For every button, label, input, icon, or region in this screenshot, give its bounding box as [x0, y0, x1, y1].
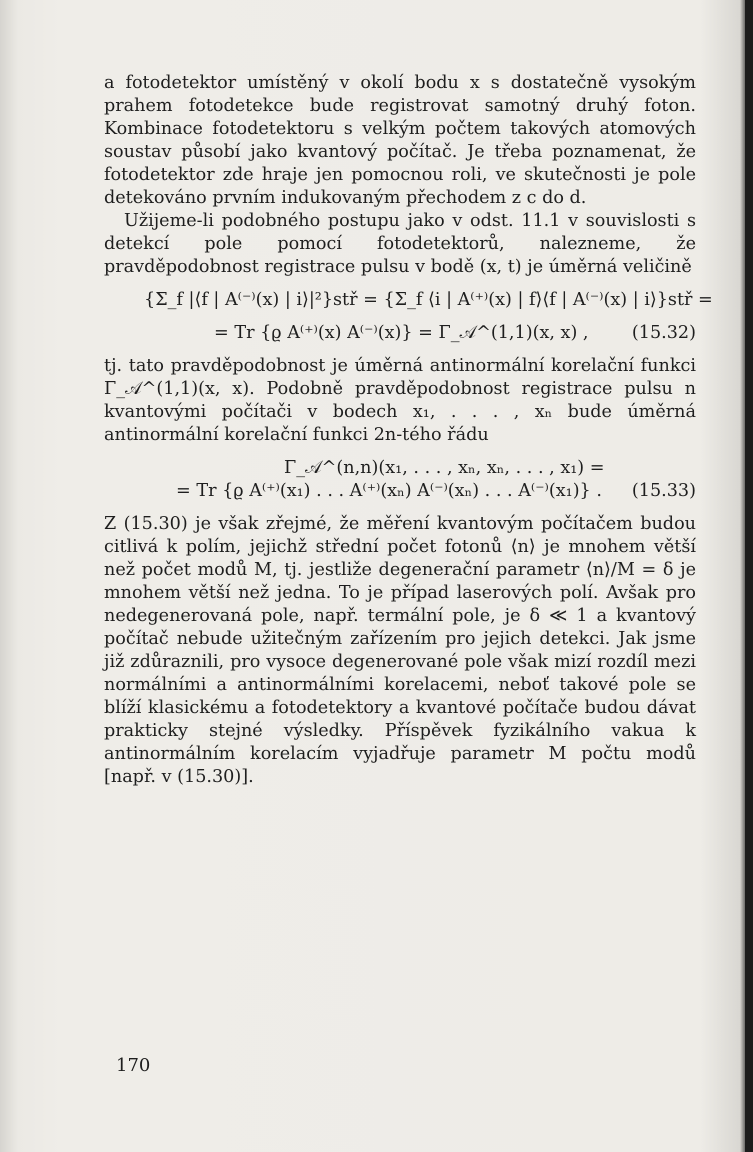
equation-15-33-second-line: = Tr {ϱ A⁽⁺⁾(x₁) . . . A⁽⁺⁾(xₙ) A⁽⁻⁾(xₙ) . . . A⁽⁻⁾(x₁)} . — [176, 481, 602, 501]
paragraph-1: a fotodetektor umístěný v okolí bodu x s dostatečně vysokým prahem fotodetekce bude registrovat samotný druhý foton. Kombinace fotodetektoru s velkým počtem takových atomových soustav působí jako kvantový počítač. Je třeba poznamenat, že fotodetektor zde hraje jen pomocnou roli, ve skutečnosti je pole detekováno prvním indukovaným přechodem z c do d. — [104, 73, 696, 208]
equation-15-33-first-line: Γ_𝒜^(n,n)(x₁, . . . , xₙ, xₙ, . . . , x₁) = — [284, 458, 605, 478]
page-binding-edge — [745, 0, 753, 1152]
paragraph-2: Užijeme-li podobného postupu jako v odst. 11.1 v souvislosti s detekcí pole pomocí fotodetektorů, nalezneme, že pravděpodobnost registrace pulsu v bodě (x, t) je úměrná veličině — [104, 211, 696, 277]
paragraph-4: Z (15.30) je však zřejmé, že měření kvantovým počítačem budou citlivá k polím, jejichž střední počet fotonů ⟨n⟩ je mnohem větší než počet modů M, tj. jestliže degenerační parametr ⟨n⟩/M = δ je mnohem větší než jedna. To je případ laserových polí. Avšak pro nedegenerovaná pole, např. termální pole, je δ ≪ 1 a kvantový počítač nebude užitečným zařízením pro jejich detekci. Jak jsme již zdůraznili, pro vysoce degenerované pole však mizí rozdíl mezi normálními a antinormálními korelacemi, neboť takové pole se blíží klasickému a fotodetektory a kvantové počítače budou dávat prakticky stejné výsledky. Příspěvek fyzikálního vakua k antinormálním korelacím vyjadřuje parametr M počtu modů [např. v (15.30)]. — [104, 514, 696, 787]
equation-15-32-second-line: = Tr {ϱ A⁽⁺⁾(x) A⁽⁻⁾(x)} = Γ_𝒜^(1,1)(x, x) , — [214, 323, 589, 343]
equation-15-33-number: (15.33) — [631, 481, 696, 501]
equation-15-32-line-2 — [104, 322, 696, 345]
text-block — [104, 72, 713, 789]
paragraph-3: tj. tato pravděpodobnost je úměrná antinormální korelační funkci Γ_𝒜^(1,1)(x, x). Podobně pravděpodobnost registrace pulsu n kvantovými počítači v bodech x₁, . . . , xₙ bude úměrná antinormální korelační funkci 2n-tého řádu — [104, 356, 696, 445]
equation-15-32-number: (15.32) — [631, 323, 696, 343]
page-number: 170 — [116, 1055, 151, 1076]
equation-15-33-line-1 — [104, 457, 696, 480]
equation-15-32-line-1 — [104, 289, 713, 312]
equation-15-32-first-line: {Σ_f |⟨f | A⁽⁻⁾(x) | i⟩|²}stř = {Σ_f ⟨i | A⁽⁺⁾(x) | f⟩⟨f | A⁽⁻⁾(x) | i⟩}stř = — [144, 290, 713, 310]
equation-15-33-line-2 — [104, 480, 696, 503]
